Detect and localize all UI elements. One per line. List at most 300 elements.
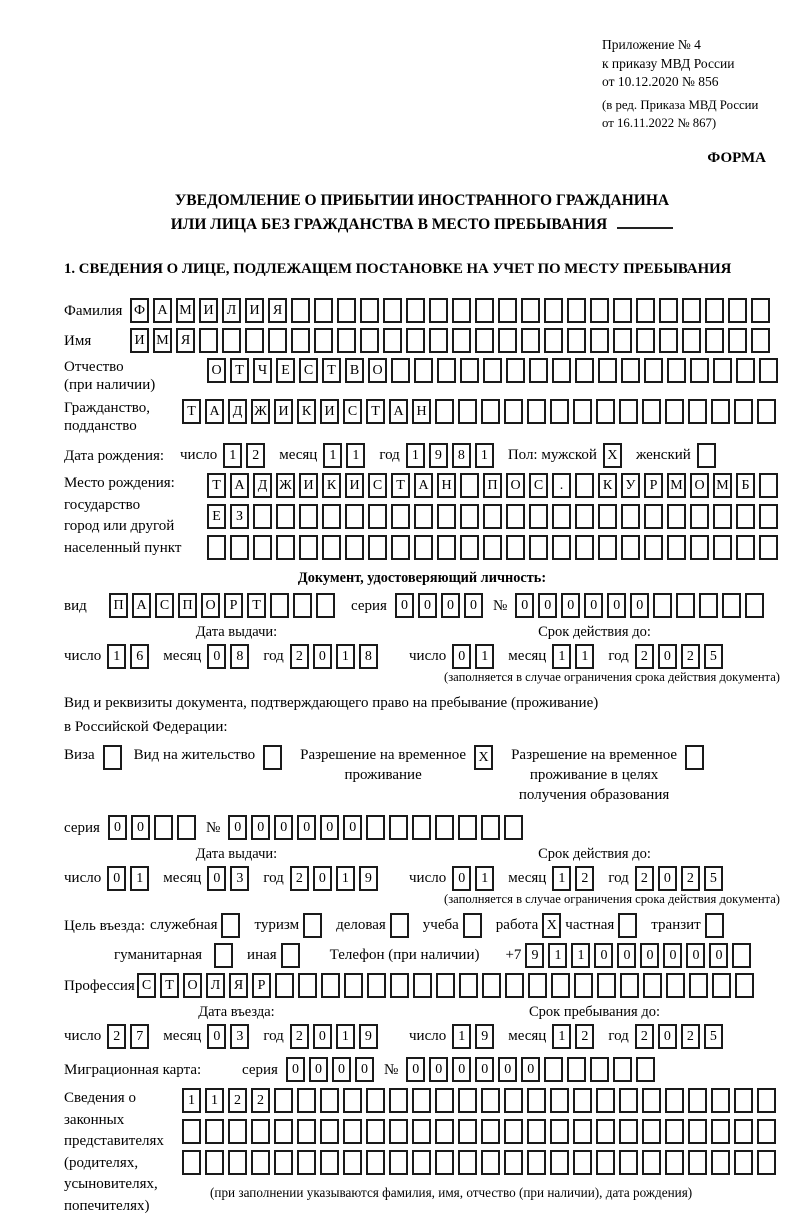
form-cell[interactable] xyxy=(481,399,500,424)
form-cell[interactable] xyxy=(458,815,477,840)
form-cell[interactable] xyxy=(659,298,678,323)
form-cell[interactable]: С xyxy=(155,593,174,618)
form-cell[interactable]: 2 xyxy=(246,443,265,468)
form-cell[interactable] xyxy=(368,504,387,529)
form-cell[interactable]: Р xyxy=(252,973,271,998)
form-cell[interactable] xyxy=(475,298,494,323)
form-cell[interactable]: 0 xyxy=(538,593,557,618)
form-cell[interactable] xyxy=(154,815,173,840)
form-cell[interactable] xyxy=(274,1088,293,1113)
form-cell[interactable] xyxy=(483,504,502,529)
form-cell[interactable]: 2 xyxy=(575,1024,594,1049)
form-cell[interactable] xyxy=(459,973,478,998)
form-cell[interactable] xyxy=(597,973,616,998)
form-cell[interactable]: Т xyxy=(366,399,385,424)
form-cell[interactable] xyxy=(344,973,363,998)
form-cell[interactable] xyxy=(322,535,341,560)
form-cell[interactable] xyxy=(391,358,410,383)
form-cell[interactable] xyxy=(481,1119,500,1144)
form-cell[interactable]: 8 xyxy=(452,443,471,468)
form-cell[interactable]: 0 xyxy=(297,815,316,840)
form-cell[interactable]: 9 xyxy=(359,866,378,891)
form-cell[interactable] xyxy=(314,298,333,323)
form-cell[interactable] xyxy=(435,399,454,424)
form-cell[interactable] xyxy=(529,358,548,383)
form-cell[interactable]: 0 xyxy=(452,1057,471,1082)
form-cell[interactable]: Я xyxy=(176,328,195,353)
form-cell[interactable] xyxy=(389,1088,408,1113)
form-cell[interactable] xyxy=(368,535,387,560)
form-cell[interactable]: 2 xyxy=(290,1024,309,1049)
form-cell[interactable] xyxy=(207,535,226,560)
form-cell[interactable] xyxy=(205,1119,224,1144)
form-cell[interactable]: У xyxy=(621,473,640,498)
form-cell[interactable] xyxy=(303,913,322,938)
form-cell[interactable] xyxy=(245,328,264,353)
form-cell[interactable]: 9 xyxy=(359,1024,378,1049)
form-cell[interactable]: 0 xyxy=(630,593,649,618)
form-cell[interactable] xyxy=(251,1119,270,1144)
form-cell[interactable] xyxy=(590,298,609,323)
form-cell[interactable] xyxy=(177,815,196,840)
form-cell[interactable]: С xyxy=(368,473,387,498)
form-cell[interactable] xyxy=(390,913,409,938)
form-cell[interactable] xyxy=(550,1119,569,1144)
form-cell[interactable]: 0 xyxy=(313,866,332,891)
form-cell[interactable] xyxy=(414,358,433,383)
form-cell[interactable]: Л xyxy=(206,973,225,998)
form-cell[interactable]: 0 xyxy=(418,593,437,618)
form-cell[interactable] xyxy=(281,943,300,968)
form-cell[interactable] xyxy=(573,1119,592,1144)
form-cell[interactable]: 1 xyxy=(552,1024,571,1049)
form-cell[interactable] xyxy=(688,1119,707,1144)
form-cell[interactable]: 0 xyxy=(452,866,471,891)
form-cell[interactable] xyxy=(103,745,122,770)
form-cell[interactable] xyxy=(527,1088,546,1113)
form-cell[interactable]: М xyxy=(176,298,195,323)
form-cell[interactable]: 1 xyxy=(323,443,342,468)
form-cell[interactable]: А xyxy=(132,593,151,618)
form-cell[interactable] xyxy=(360,328,379,353)
form-cell[interactable]: А xyxy=(205,399,224,424)
form-cell[interactable] xyxy=(682,328,701,353)
form-cell[interactable]: 1 xyxy=(336,866,355,891)
form-cell[interactable]: 0 xyxy=(395,593,414,618)
form-cell[interactable] xyxy=(391,504,410,529)
form-cell[interactable]: . xyxy=(552,473,571,498)
form-cell[interactable]: 0 xyxy=(313,1024,332,1049)
form-cell[interactable] xyxy=(298,973,317,998)
form-cell[interactable] xyxy=(705,913,724,938)
form-cell[interactable]: 0 xyxy=(663,943,682,968)
form-cell[interactable] xyxy=(613,298,632,323)
form-cell[interactable] xyxy=(619,1088,638,1113)
form-cell[interactable] xyxy=(636,1057,655,1082)
form-cell[interactable] xyxy=(366,1119,385,1144)
form-cell[interactable] xyxy=(598,358,617,383)
form-cell[interactable]: 0 xyxy=(251,815,270,840)
form-cell[interactable]: Ж xyxy=(276,473,295,498)
form-cell[interactable] xyxy=(665,1119,684,1144)
form-cell[interactable]: 1 xyxy=(107,644,126,669)
form-cell[interactable] xyxy=(690,535,709,560)
form-cell[interactable] xyxy=(498,328,517,353)
form-cell[interactable] xyxy=(682,298,701,323)
form-cell[interactable] xyxy=(659,328,678,353)
form-cell[interactable]: К xyxy=(598,473,617,498)
form-cell[interactable]: Л xyxy=(222,298,241,323)
form-cell[interactable] xyxy=(573,1088,592,1113)
form-cell[interactable]: 9 xyxy=(429,443,448,468)
form-cell[interactable] xyxy=(429,298,448,323)
form-cell[interactable]: 1 xyxy=(552,644,571,669)
form-cell[interactable]: 0 xyxy=(709,943,728,968)
form-cell[interactable] xyxy=(337,298,356,323)
form-cell[interactable]: 1 xyxy=(346,443,365,468)
form-cell[interactable]: 2 xyxy=(228,1088,247,1113)
form-cell[interactable] xyxy=(620,973,639,998)
form-cell[interactable] xyxy=(552,535,571,560)
form-cell[interactable] xyxy=(463,913,482,938)
form-cell[interactable] xyxy=(596,1119,615,1144)
form-cell[interactable]: Т xyxy=(247,593,266,618)
form-cell[interactable] xyxy=(575,535,594,560)
form-cell[interactable] xyxy=(666,973,685,998)
form-cell[interactable] xyxy=(230,535,249,560)
form-cell[interactable] xyxy=(759,358,778,383)
form-cell[interactable] xyxy=(429,328,448,353)
form-cell[interactable]: 0 xyxy=(320,815,339,840)
form-cell[interactable] xyxy=(732,943,751,968)
form-cell[interactable] xyxy=(390,973,409,998)
form-cell[interactable] xyxy=(504,815,523,840)
form-cell[interactable]: О xyxy=(201,593,220,618)
form-cell[interactable] xyxy=(293,593,312,618)
form-cell[interactable] xyxy=(596,399,615,424)
form-cell[interactable] xyxy=(590,1057,609,1082)
form-cell[interactable]: Н xyxy=(412,399,431,424)
form-cell[interactable] xyxy=(360,298,379,323)
form-cell[interactable]: П xyxy=(109,593,128,618)
form-cell[interactable] xyxy=(550,1088,569,1113)
form-cell[interactable] xyxy=(412,815,431,840)
form-cell[interactable]: И xyxy=(199,298,218,323)
form-cell[interactable]: 1 xyxy=(336,644,355,669)
form-cell[interactable] xyxy=(521,328,540,353)
form-cell[interactable]: 0 xyxy=(207,866,226,891)
form-cell[interactable]: И xyxy=(274,399,293,424)
form-cell[interactable] xyxy=(735,973,754,998)
form-cell[interactable] xyxy=(699,593,718,618)
form-cell[interactable] xyxy=(759,473,778,498)
form-cell[interactable] xyxy=(685,745,704,770)
form-cell[interactable] xyxy=(343,1119,362,1144)
form-cell[interactable]: С xyxy=(137,973,156,998)
form-cell[interactable] xyxy=(321,973,340,998)
form-cell[interactable]: Т xyxy=(322,358,341,383)
form-cell[interactable]: 0 xyxy=(464,593,483,618)
form-cell[interactable] xyxy=(544,298,563,323)
form-cell[interactable] xyxy=(590,328,609,353)
form-cell[interactable]: 2 xyxy=(635,644,654,669)
form-cell[interactable] xyxy=(619,399,638,424)
form-cell[interactable] xyxy=(460,473,479,498)
form-cell[interactable] xyxy=(527,1119,546,1144)
form-cell[interactable]: 0 xyxy=(343,815,362,840)
form-cell[interactable]: 0 xyxy=(475,1057,494,1082)
form-cell[interactable]: Т xyxy=(160,973,179,998)
form-cell[interactable] xyxy=(222,328,241,353)
form-cell[interactable]: 0 xyxy=(658,866,677,891)
form-cell[interactable]: О xyxy=(207,358,226,383)
form-cell[interactable] xyxy=(642,399,661,424)
form-cell[interactable] xyxy=(437,535,456,560)
form-cell[interactable]: 0 xyxy=(521,1057,540,1082)
form-cell[interactable] xyxy=(722,593,741,618)
form-cell[interactable]: Я xyxy=(268,298,287,323)
form-cell[interactable] xyxy=(736,504,755,529)
form-cell[interactable] xyxy=(644,504,663,529)
form-cell[interactable]: 2 xyxy=(635,866,654,891)
form-cell[interactable] xyxy=(759,535,778,560)
form-cell[interactable] xyxy=(621,535,640,560)
form-cell[interactable]: С xyxy=(343,399,362,424)
form-cell[interactable]: 6 xyxy=(130,644,149,669)
form-cell[interactable]: 2 xyxy=(681,866,700,891)
form-cell[interactable]: 0 xyxy=(441,593,460,618)
form-cell[interactable] xyxy=(316,593,335,618)
form-cell[interactable] xyxy=(263,745,282,770)
form-cell[interactable]: В xyxy=(345,358,364,383)
form-cell[interactable] xyxy=(291,328,310,353)
form-cell[interactable] xyxy=(435,1088,454,1113)
form-cell[interactable]: 1 xyxy=(475,443,494,468)
form-cell[interactable]: Р xyxy=(644,473,663,498)
form-cell[interactable]: 1 xyxy=(223,443,242,468)
form-cell[interactable] xyxy=(529,535,548,560)
form-cell[interactable]: 1 xyxy=(452,1024,471,1049)
form-cell[interactable] xyxy=(412,1088,431,1113)
form-cell[interactable] xyxy=(596,1088,615,1113)
form-cell[interactable]: Т xyxy=(207,473,226,498)
form-cell[interactable] xyxy=(458,399,477,424)
form-cell[interactable] xyxy=(504,1088,523,1113)
form-cell[interactable] xyxy=(736,535,755,560)
form-cell[interactable] xyxy=(345,504,364,529)
form-cell[interactable] xyxy=(297,1088,316,1113)
form-cell[interactable] xyxy=(275,973,294,998)
form-cell[interactable] xyxy=(228,1119,247,1144)
form-cell[interactable]: Т xyxy=(230,358,249,383)
form-cell[interactable] xyxy=(268,328,287,353)
form-cell[interactable]: И xyxy=(130,328,149,353)
form-cell[interactable]: 8 xyxy=(230,644,249,669)
form-cell[interactable]: 2 xyxy=(107,1024,126,1049)
form-cell[interactable]: Е xyxy=(207,504,226,529)
form-cell[interactable]: А xyxy=(230,473,249,498)
form-cell[interactable]: 0 xyxy=(561,593,580,618)
form-cell[interactable]: 3 xyxy=(230,866,249,891)
form-cell[interactable]: 2 xyxy=(681,1024,700,1049)
form-cell[interactable]: О xyxy=(368,358,387,383)
form-cell[interactable]: А xyxy=(389,399,408,424)
form-cell[interactable]: М xyxy=(713,473,732,498)
form-cell[interactable] xyxy=(276,504,295,529)
form-cell[interactable] xyxy=(299,535,318,560)
form-cell[interactable] xyxy=(483,535,502,560)
form-cell[interactable] xyxy=(544,328,563,353)
form-cell[interactable] xyxy=(642,1119,661,1144)
form-cell[interactable]: X xyxy=(542,913,561,938)
form-cell[interactable] xyxy=(644,535,663,560)
form-cell[interactable]: 0 xyxy=(309,1057,328,1082)
form-cell[interactable] xyxy=(711,399,730,424)
form-cell[interactable] xyxy=(389,1119,408,1144)
form-cell[interactable]: 0 xyxy=(108,815,127,840)
form-cell[interactable] xyxy=(460,504,479,529)
form-cell[interactable]: 0 xyxy=(313,644,332,669)
form-cell[interactable]: 5 xyxy=(704,866,723,891)
form-cell[interactable]: 0 xyxy=(607,593,626,618)
form-cell[interactable] xyxy=(544,1057,563,1082)
form-cell[interactable]: 0 xyxy=(406,1057,425,1082)
form-cell[interactable] xyxy=(690,358,709,383)
form-cell[interactable] xyxy=(322,504,341,529)
form-cell[interactable]: К xyxy=(322,473,341,498)
form-cell[interactable] xyxy=(366,1088,385,1113)
form-cell[interactable] xyxy=(458,1088,477,1113)
form-cell[interactable] xyxy=(711,1088,730,1113)
form-cell[interactable] xyxy=(506,504,525,529)
form-cell[interactable] xyxy=(452,298,471,323)
form-cell[interactable] xyxy=(644,358,663,383)
form-cell[interactable]: О xyxy=(506,473,525,498)
form-cell[interactable]: X xyxy=(603,443,622,468)
form-cell[interactable]: 1 xyxy=(336,1024,355,1049)
form-cell[interactable]: З xyxy=(230,504,249,529)
form-cell[interactable] xyxy=(383,298,402,323)
form-cell[interactable]: И xyxy=(320,399,339,424)
form-cell[interactable] xyxy=(712,973,731,998)
form-cell[interactable]: А xyxy=(153,298,172,323)
form-cell[interactable]: 0 xyxy=(332,1057,351,1082)
form-cell[interactable]: 9 xyxy=(525,943,544,968)
form-cell[interactable] xyxy=(391,535,410,560)
form-cell[interactable]: П xyxy=(178,593,197,618)
form-cell[interactable] xyxy=(506,535,525,560)
form-cell[interactable]: Р xyxy=(224,593,243,618)
form-cell[interactable] xyxy=(505,973,524,998)
form-cell[interactable] xyxy=(337,328,356,353)
form-cell[interactable]: 1 xyxy=(475,644,494,669)
form-cell[interactable]: С xyxy=(529,473,548,498)
form-cell[interactable] xyxy=(291,298,310,323)
form-cell[interactable] xyxy=(728,298,747,323)
form-cell[interactable]: Е xyxy=(276,358,295,383)
form-cell[interactable] xyxy=(528,973,547,998)
form-cell[interactable]: 1 xyxy=(406,443,425,468)
form-cell[interactable]: 0 xyxy=(355,1057,374,1082)
form-cell[interactable] xyxy=(413,973,432,998)
form-cell[interactable] xyxy=(552,504,571,529)
form-cell[interactable] xyxy=(689,973,708,998)
form-cell[interactable]: Т xyxy=(391,473,410,498)
form-cell[interactable] xyxy=(276,535,295,560)
form-cell[interactable] xyxy=(665,1088,684,1113)
form-cell[interactable] xyxy=(643,973,662,998)
form-cell[interactable]: 0 xyxy=(640,943,659,968)
form-cell[interactable] xyxy=(412,1119,431,1144)
form-cell[interactable] xyxy=(705,298,724,323)
form-cell[interactable] xyxy=(182,1119,201,1144)
form-cell[interactable] xyxy=(214,943,233,968)
form-cell[interactable] xyxy=(567,298,586,323)
form-cell[interactable] xyxy=(320,1119,339,1144)
form-cell[interactable] xyxy=(728,328,747,353)
form-cell[interactable] xyxy=(567,328,586,353)
form-cell[interactable] xyxy=(221,913,240,938)
form-cell[interactable] xyxy=(697,443,716,468)
form-cell[interactable]: X xyxy=(474,745,493,770)
form-cell[interactable] xyxy=(598,535,617,560)
form-cell[interactable]: Я xyxy=(229,973,248,998)
form-cell[interactable] xyxy=(552,358,571,383)
form-cell[interactable]: 0 xyxy=(452,644,471,669)
form-cell[interactable]: 0 xyxy=(686,943,705,968)
form-cell[interactable] xyxy=(550,399,569,424)
form-cell[interactable]: 2 xyxy=(635,1024,654,1049)
form-cell[interactable] xyxy=(688,1088,707,1113)
form-cell[interactable] xyxy=(613,328,632,353)
form-cell[interactable] xyxy=(705,328,724,353)
form-cell[interactable] xyxy=(253,535,272,560)
form-cell[interactable] xyxy=(667,358,686,383)
form-cell[interactable]: 9 xyxy=(475,1024,494,1049)
form-cell[interactable]: 1 xyxy=(571,943,590,968)
form-cell[interactable] xyxy=(460,535,479,560)
form-cell[interactable] xyxy=(757,1088,776,1113)
form-cell[interactable] xyxy=(711,1119,730,1144)
form-cell[interactable] xyxy=(745,593,764,618)
form-cell[interactable] xyxy=(574,973,593,998)
form-cell[interactable] xyxy=(452,328,471,353)
form-cell[interactable] xyxy=(567,1057,586,1082)
form-cell[interactable]: 1 xyxy=(182,1088,201,1113)
form-cell[interactable]: Ч xyxy=(253,358,272,383)
form-cell[interactable] xyxy=(690,504,709,529)
form-cell[interactable] xyxy=(751,328,770,353)
form-cell[interactable] xyxy=(504,399,523,424)
form-cell[interactable]: Д xyxy=(253,473,272,498)
form-cell[interactable]: 0 xyxy=(228,815,247,840)
form-cell[interactable]: 2 xyxy=(681,644,700,669)
form-cell[interactable] xyxy=(475,328,494,353)
form-cell[interactable] xyxy=(734,1088,753,1113)
form-cell[interactable] xyxy=(713,535,732,560)
form-cell[interactable] xyxy=(460,358,479,383)
form-cell[interactable]: С xyxy=(299,358,318,383)
form-cell[interactable]: 0 xyxy=(274,815,293,840)
form-cell[interactable] xyxy=(613,1057,632,1082)
form-cell[interactable] xyxy=(527,399,546,424)
form-cell[interactable]: 1 xyxy=(575,644,594,669)
form-cell[interactable] xyxy=(667,504,686,529)
form-cell[interactable]: И xyxy=(299,473,318,498)
form-cell[interactable] xyxy=(414,504,433,529)
form-cell[interactable] xyxy=(636,328,655,353)
form-cell[interactable] xyxy=(676,593,695,618)
